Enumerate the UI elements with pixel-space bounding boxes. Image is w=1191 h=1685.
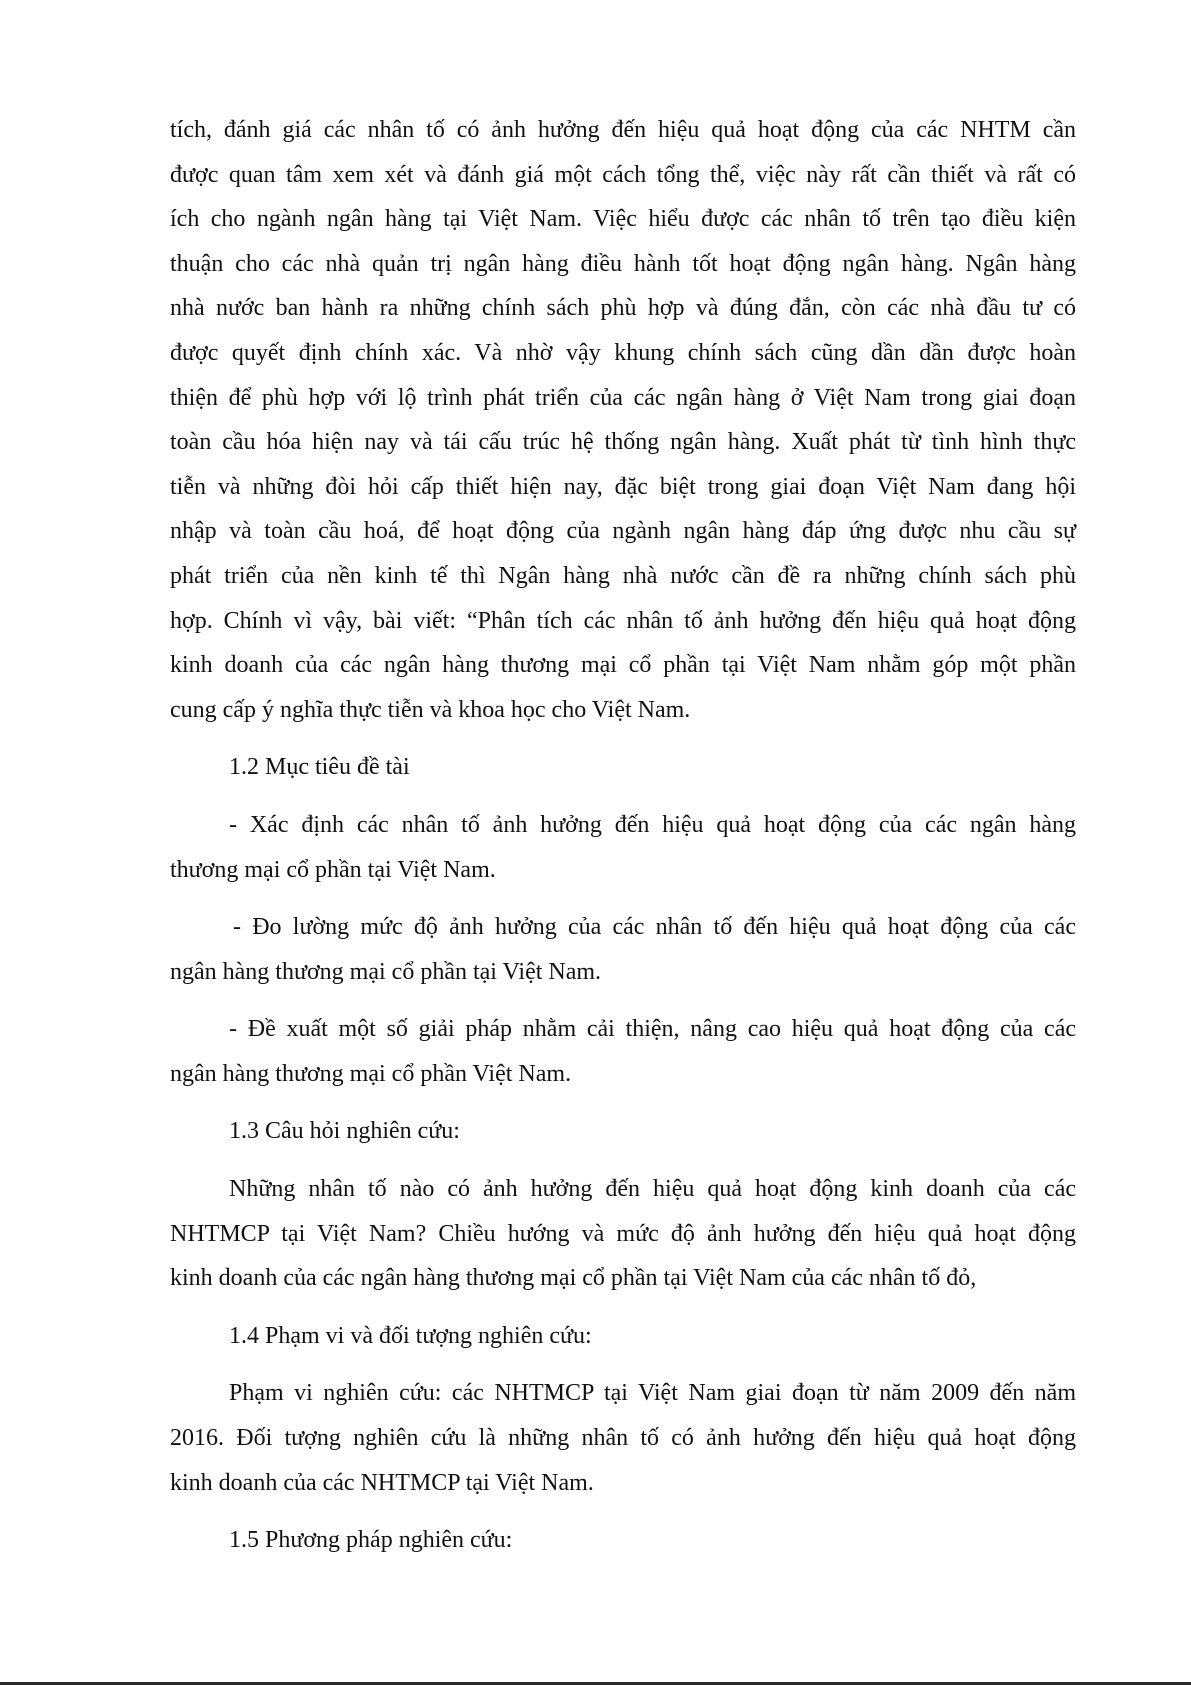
- text-line: NHTMCP tại Việt Nam? Chiều hướng và mức độ ảnh hưởng đến hiệu quả hoạt động: [170, 1220, 1076, 1247]
- text-line: được quan tâm xem xét và đánh giá một cách tổng thể, việc này rất cần thiết và rất có: [170, 161, 1076, 188]
- text-line: 2016. Đối tượng nghiên cứu là những nhân tố có ảnh hưởng đến hiệu quả hoạt động: [170, 1425, 1076, 1452]
- scope-paragraph: [170, 1371, 1076, 1505]
- intro-paragraph: [170, 108, 1076, 732]
- text-line: - Xác định các nhân tố ảnh hưởng đến hiệu quả hoạt động của các ngân hàng: [229, 811, 1076, 838]
- text-line: cung cấp ý nghĩa thực tiễn và khoa học cho Việt Nam.: [170, 696, 691, 723]
- text-line: tích, đánh giá các nhân tố có ảnh hưởng đến hiệu quả hoạt động của các NHTM cần: [170, 117, 1076, 143]
- text-line: kinh doanh của các ngân hàng thương mại cổ phần tại Việt Nam của các nhân tố đỏ,: [170, 1265, 977, 1292]
- text-line: nhà nước ban hành ra những chính sách phù hợp và đúng đắn, còn các nhà đầu tư có: [170, 295, 1076, 322]
- text-line: phát triển của nền kinh tế thì Ngân hàng nhà nước cần đề ra những chính sách phù: [170, 562, 1076, 589]
- text-line: ích cho ngành ngân hàng tại Việt Nam. Việc hiểu được các nhân tố trên tạo điều kiện: [170, 206, 1076, 233]
- objective-item: [170, 803, 1076, 892]
- section-heading-methods: 1.5 Phương pháp nghiên cứu:: [229, 1527, 513, 1554]
- text-line: ngân hàng thương mại cổ phần tại Việt Nam.: [170, 958, 602, 985]
- text-line: ngân hàng thương mại cổ phần Việt Nam.: [170, 1060, 572, 1087]
- text-line: thương mại cổ phần tại Việt Nam.: [170, 856, 496, 883]
- section-heading-scope: 1.4 Phạm vi và đối tượng nghiên cứu:: [229, 1322, 592, 1349]
- text-line: Phạm vi nghiên cứu: các NHTMCP tại Việt Nam giai đoạn từ năm 2009 đến năm: [229, 1380, 1076, 1407]
- text-line: toàn cầu hóa hiện nay và tái cấu trúc hệ thống ngân hàng. Xuất phát từ tình hình thực: [170, 429, 1076, 456]
- text-line: - Đề xuất một số giải pháp nhằm cải thiện, nâng cao hiệu quả hoạt động của các: [229, 1016, 1076, 1043]
- text-line: được quyết định chính xác. Và nhờ vậy khung chính sách cũng dần dần được hoàn: [170, 339, 1076, 366]
- text-line: kinh doanh của các ngân hàng thương mại cổ phần tại Việt Nam nhằm góp một phần: [170, 652, 1076, 679]
- section-heading-research-questions: 1.3 Câu hỏi nghiên cứu:: [229, 1118, 460, 1145]
- objective-item: [170, 1007, 1076, 1096]
- text-line: kinh doanh của các NHTMCP tại Việt Nam.: [170, 1469, 594, 1496]
- text-line: nhập và toàn cầu hoá, để hoạt động của ngành ngân hàng đáp ứng được nhu cầu sự: [170, 518, 1076, 545]
- document-body: [170, 108, 1076, 1563]
- objective-item: [170, 905, 1076, 994]
- text-line: thuận cho các nhà quản trị ngân hàng điều hành tốt hoạt động ngân hàng. Ngân hàng: [170, 250, 1076, 277]
- text-line: tiễn và những đòi hỏi cấp thiết hiện nay, đặc biệt trong giai đoạn Việt Nam đang hội: [170, 473, 1076, 500]
- text-line: - Đo lường mức độ ảnh hưởng của các nhân tố đến hiệu quả hoạt động của các: [233, 914, 1076, 941]
- section-heading-objectives: 1.2 Mục tiêu đề tài: [229, 754, 410, 781]
- research-questions-paragraph: [170, 1167, 1076, 1301]
- text-line: hợp. Chính vì vậy, bài viết: “Phân tích các nhân tố ảnh hưởng đến hiệu quả hoạt động: [170, 607, 1076, 634]
- text-line: thiện để phù hợp với lộ trình phát triển của các ngân hàng ở Việt Nam trong giai đoạn: [170, 384, 1076, 411]
- text-line: Những nhân tố nào có ảnh hưởng đến hiệu quả hoạt động kinh doanh của các: [229, 1176, 1076, 1203]
